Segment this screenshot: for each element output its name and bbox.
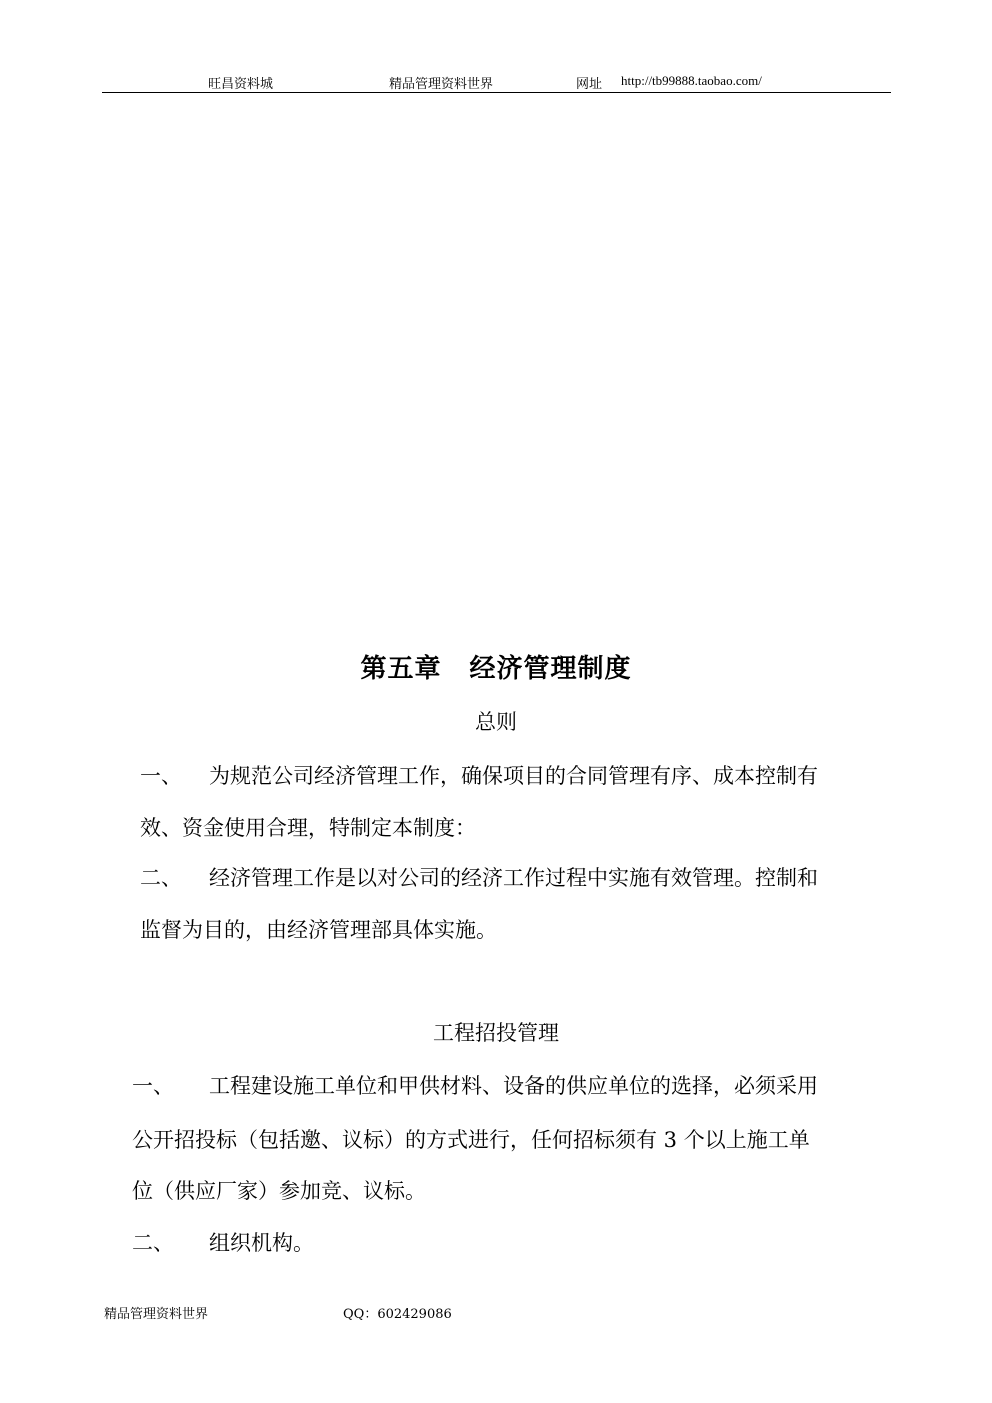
- chapter-name: 经济管理制度: [469, 654, 632, 684]
- item-marker: 一、: [140, 764, 182, 788]
- item-line: 为规范公司经济管理工作，确保项目的合同管理有序、成本控制有: [209, 764, 818, 788]
- header-slogan: 精品管理资料世界: [389, 77, 494, 92]
- chapter-title: [0, 648, 992, 685]
- header-url: http://tb99888.taobao.com/: [621, 73, 762, 88]
- item-line: 效、资金使用合理，特制定本制度：: [140, 816, 476, 840]
- chapter-number: 第五章: [360, 654, 442, 684]
- item-line: 公开招投标（包括邀、议标）的方式进行，任何招标须有 3 个以上施工单: [132, 1128, 810, 1152]
- footer-slogan: 精品管理资料世界: [104, 1307, 209, 1322]
- item-line: 位（供应厂家）参加竞、议标。: [132, 1179, 426, 1203]
- section-heading-general: 总则: [475, 710, 517, 734]
- footer-qq: QQ：602429086: [343, 1307, 452, 1322]
- item-line: 组织机构。: [209, 1231, 314, 1255]
- item-line: 工程建设施工单位和甲供材料、设备的供应单位的选择，必须采用: [209, 1074, 818, 1098]
- item-line: 监督为目的，由经济管理部具体实施。: [140, 918, 497, 942]
- item-marker: 二、: [132, 1231, 174, 1255]
- header-shop-name: 旺昌资料城: [208, 77, 274, 92]
- item-marker: 一、: [132, 1074, 174, 1098]
- page-header: [102, 72, 891, 93]
- item-line: 经济管理工作是以对公司的经济工作过程中实施有效管理。控制和: [209, 866, 818, 890]
- item-marker: 二、: [140, 866, 182, 890]
- header-url-label: 网址: [576, 77, 603, 92]
- section-heading-tender: 工程招投管理: [433, 1021, 559, 1045]
